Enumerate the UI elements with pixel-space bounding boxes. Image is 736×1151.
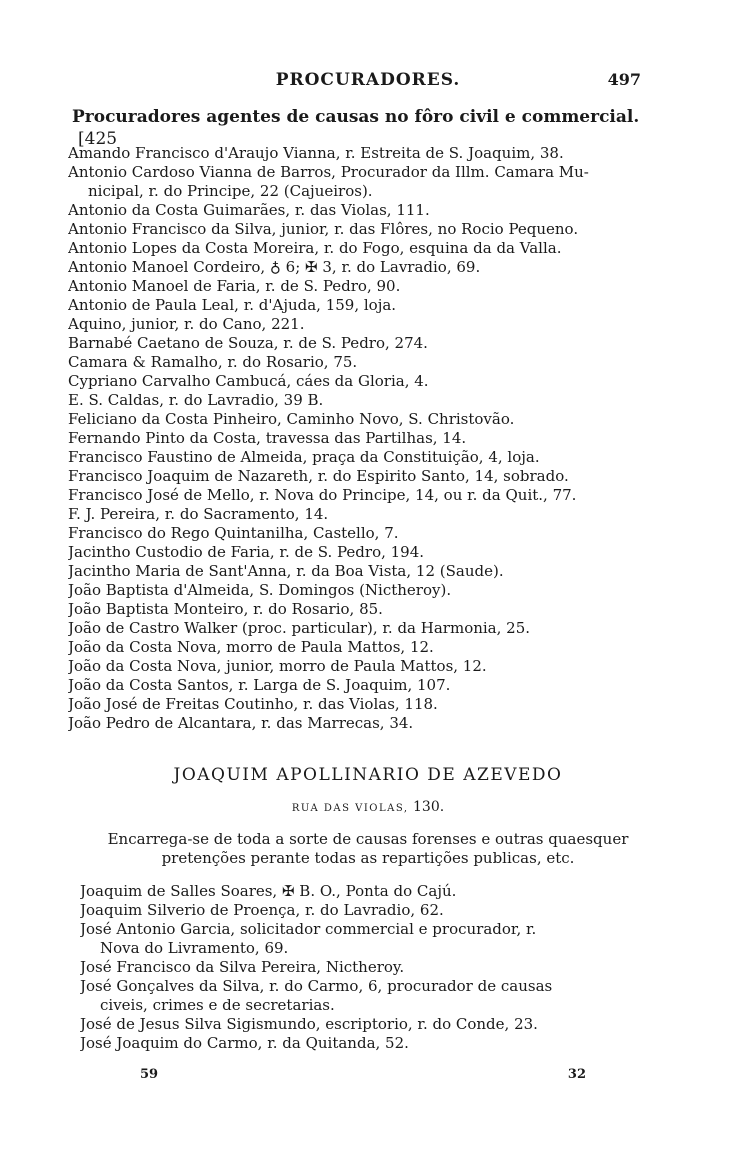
running-title: PROCURADORES. [275,70,461,90]
list-item: F. J. Pereira, r. do Sacramento, 14. [68,505,329,523]
advert-number: 130. [413,799,445,815]
entry-list-2 [80,882,660,1053]
list-item: José Antonio Garcia, solicitador commercial e procurador, r. [80,920,537,938]
list-item: Jacintho Maria de Sant'Anna, r. da Boa Vista, 12 (Saude). [68,562,504,580]
list-item: Joaquim de Salles Soares, ✠ B. O., Ponta do Cajú. [80,882,457,900]
page-footer [0,1067,736,1087]
list-item: Aquino, junior, r. do Cano, 221. [68,315,305,333]
advert-text [78,830,658,868]
list-item: José de Jesus Silva Sigismundo, escriptorio, r. do Conde, 23. [80,1015,538,1033]
list-item: José Joaquim do Carmo, r. da Quitanda, 52. [80,1034,409,1052]
advert-address [0,797,736,819]
advert-name: JOAQUIM APOLLINARIO DE AZEVEDO [173,765,563,785]
list-item: Francisco José de Mello, r. Nova do Principe, 14, ou r. da Quit., 77. [68,486,577,504]
list-item: Francisco do Rego Quintanilha, Castello, 7. [68,524,399,542]
list-item: Nova do Livramento, 69. [100,939,289,957]
list-item: João da Costa Santos, r. Larga de S. Joaquim, 107. [68,676,451,694]
entry-list [68,144,660,733]
advert-line: Encarrega-se de toda a sorte de causas forenses e outras quaesquer [107,830,629,848]
list-item: Antonio da Costa Guimarães, r. das Violas, 111. [68,201,430,219]
list-item: Antonio de Paula Leal, r. d'Ajuda, 159, loja. [68,296,397,314]
signature-mark-right: 32 [567,1067,586,1082]
list-item: Francisco Joaquim de Nazareth, r. do Espirito Santo, 14, sobrado. [68,467,569,485]
list-item: civeis, crimes e de secretarias. [100,996,335,1014]
list-item: Feliciano da Costa Pinheiro, Caminho Novo, S. Christovão. [68,410,515,428]
list-item: José Francisco da Silva Pereira, Nictheroy. [80,958,405,976]
list-item: Antonio Manoel Cordeiro, ♁ 6; ✠ 3, r. do Lavradio, 69. [68,258,481,276]
list-item: João Pedro de Alcantara, r. das Marrecas, 34. [68,714,414,732]
advert-street: RUA DAS VIOLAS, [291,803,409,814]
list-item: João Baptista d'Almeida, S. Domingos (Nictheroy). [68,581,452,599]
list-item: Francisco Faustino de Almeida, praça da Constituição, 4, loja. [68,448,540,466]
list-item: Camara & Ramalho, r. do Rosario, 75. [68,353,358,371]
list-item: Cypriano Carvalho Cambucá, cáes da Gloria, 4. [68,372,429,390]
list-item: Fernando Pinto da Costa, travessa das Partilhas, 14. [68,429,467,447]
list-item: Joaquim Silverio de Proença, r. do Lavradio, 62. [80,901,444,919]
list-item: Jacintho Custodio de Faria, r. de S. Pedro, 194. [68,543,425,561]
list-item: E. S. Caldas, r. do Lavradio, 39 B. [68,391,324,409]
list-item: nicipal, r. do Principe, 22 (Cajueiros). [88,182,373,200]
section-heading-text: Procuradores agentes de causas no fôro civil e commercial. [72,107,640,127]
list-item: Antonio Lopes da Costa Moreira, r. do Fogo, esquina da da Valla. [68,239,562,257]
list-item: Antonio Cardoso Vianna de Barros, Procurador da Illm. Camara Mu- [68,163,589,181]
list-item: João de Castro Walker (proc. particular), r. da Harmonia, 25. [68,619,531,637]
list-item: Amando Francisco d'Araujo Vianna, r. Estreita de S. Joaquim, 38. [68,144,564,162]
running-head [0,70,736,94]
list-item: João José de Freitas Coutinho, r. das Violas, 118. [68,695,438,713]
page-number: 497 [607,70,641,89]
list-item: João da Costa Nova, junior, morro de Paula Mattos, 12. [68,657,487,675]
list-item: Antonio Francisco da Silva, junior, r. das Flôres, no Rocio Pequeno. [68,220,579,238]
list-item: Antonio Manoel de Faria, r. de S. Pedro, 90. [68,277,401,295]
list-item: José Gonçalves da Silva, r. do Carmo, 6, procurador de causas [80,977,553,995]
section-mark: [425 [78,129,118,149]
advert-line: pretenções perante todas as repartições publicas, etc. [161,849,575,867]
list-item: João Baptista Monteiro, r. do Rosario, 85. [68,600,383,618]
signature-mark-left: 59 [140,1067,159,1082]
list-item: Barnabé Caetano de Souza, r. de S. Pedro, 274. [68,334,428,352]
list-item: João da Costa Nova, morro de Paula Mattos, 12. [68,638,434,656]
